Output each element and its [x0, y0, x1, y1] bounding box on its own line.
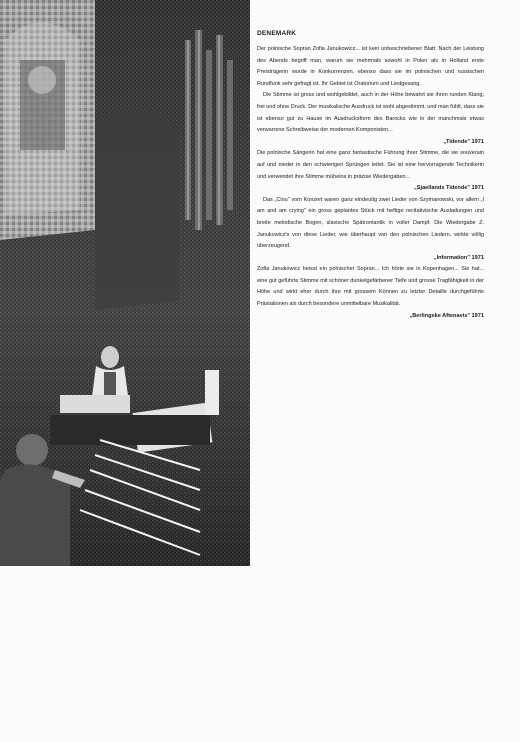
review-paragraph: Der polnische Sopran Zofia Janukowicz... ist kein unbeschriebener Blatt. Nach der Leistung des Abends begriff man, warum sie mehrmals sowohl in Polen als in Holland erste Preisträgerin wurde in Konkurrenzen, ebenso dass sie im polnischen und russischen Rundfunk sehr gefragt ist. Ihr Gebiet ist Oratorium und Liedgesang. — [257, 46, 484, 87]
review-paragraph: Zofia Janukowicz heisst ein polnischer Sopran... Ich hörte sie in Kopenhagen... Sie hat... eine gut geführte Stimme mit schöner dunkelgefärbener Tiefe und grosse Tragfähigkeit in der Höhe und wirkt eher durch ihre mit grossem Können zu letzter Detaille durchgeführte Prästationen als durch besondere unmittelbare Musikalität. — [257, 266, 484, 308]
review-source: „Tidende" 1971 — [443, 138, 484, 145]
section-heading: DENEMARK — [257, 30, 297, 37]
review-information — [257, 195, 484, 265]
review-column — [257, 29, 484, 322]
review-source: „Berlingske Aftenavis" 1971 — [409, 312, 484, 319]
review-source: „Information" 1971 — [433, 254, 484, 261]
review-paragraph: Das „Clou" vom Konzert waren ganz eindeutig zwei Lieder von Szymanowski, vor allem „I am and am crying" ein gross geplantes Stück mit heftige recitativische Ausladungen und breite melodische Bogen, slavische Spätromantik in voller Dampf. Die Wiedergabe Z. Janukowicz's von diese Lieder, wie überhaupt von den polnischen Liedern, wirkte völlig überzeugend. — [257, 196, 484, 250]
review-source: „Sjaellands Tidende" 1971 — [413, 185, 484, 192]
review-sjaellands-tidende — [257, 148, 484, 194]
review-tidende — [257, 44, 484, 148]
review-paragraph: Die polnische Sängerin hat eine ganz fantastische Führung ihrer Stimme, die sie souverain auf und nieder in den schwierigen Sprüngen leitet. Sie ist eine hervorragende Technikerin und verwendet ihre Stimme mühelos in präzise Wiedergaben... — [257, 150, 484, 180]
review-paragraph: Die Stimme ist gross und wohlgebildet, auch in der Höhe bewahrt sie ihren runden Klang, frei und ohne Druck. Der musikalische Ausdruck ist wohl abgestimmt, und man fühlt, dass sie ist ebenso gut zu Hause im Ausdrucksform des Barocks wie in der manchmals etwas verwarrene Schreibweise der modernen Komponisten... — [257, 92, 484, 134]
review-berlingske-aftenavis — [257, 264, 484, 322]
concert-photo — [0, 0, 250, 566]
